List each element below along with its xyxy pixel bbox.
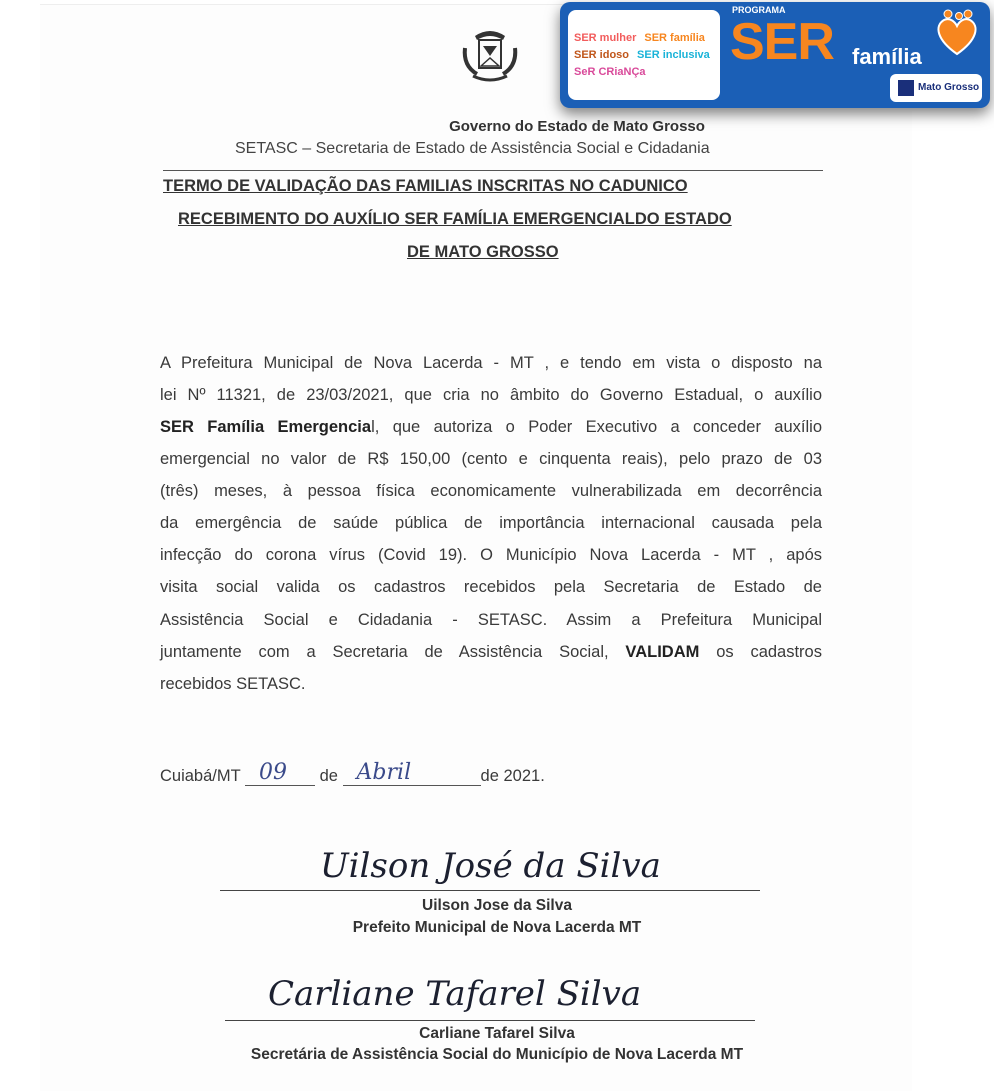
program-label: PROGRAMA	[732, 5, 786, 15]
body-line: da emergência de saúde pública de importância internacional causada pela	[160, 514, 822, 532]
program-logo-inclusiva: SER inclusiva	[637, 48, 710, 61]
ser-logo: SER	[730, 13, 834, 71]
program-name: SER Família Emergencia	[160, 418, 372, 436]
body-line: emergencial no valor de R$ 150,00 (cento e cinquenta reais), pelo prazo de 03	[160, 450, 822, 468]
signer-role: Secretária de Assistência Social do Município de Nova Lacerda MT	[250, 1046, 744, 1063]
document-title-line-2: RECEBIMENTO DO AUXÍLIO SER FAMÍLIA EMERGENCIALDO ESTADO	[178, 210, 732, 228]
program-logo-mulher: SER mulher	[574, 31, 637, 44]
date-line	[160, 760, 545, 786]
handwritten-day: 09	[259, 760, 287, 785]
date-place: Cuiabá/MT	[160, 767, 241, 785]
body-line: (três) meses, à pessoa física economicamente vulnerabilizada em decorrência	[160, 482, 822, 500]
document-title-line-3: DE MATO GROSSO	[407, 243, 559, 261]
program-logo-familia: SER família	[644, 31, 705, 44]
signer-role: Prefeito Municipal de Nova Lacerda MT	[352, 919, 642, 936]
signer-name: Carliane Tafarel Silva	[419, 1025, 575, 1042]
body-line	[160, 418, 822, 437]
body-text: os cadastros	[699, 643, 822, 661]
familia-logo: família	[852, 44, 922, 69]
ser-familia-card	[560, 2, 990, 108]
program-logo-crianca: SeR CRiaNÇa	[574, 65, 646, 78]
secretariat-heading: SETASC – Secretaria de Estado de Assistência Social e Cidadania	[235, 140, 710, 157]
handwritten-month: Abril	[356, 760, 412, 785]
family-heart-icon	[932, 8, 982, 58]
validam-text: VALIDAM	[625, 643, 700, 661]
body-line: lei Nº 11321, de 23/03/2021, que cria no âmbito do Governo Estadual, o auxílio	[160, 386, 822, 404]
document-title-line-1: TERMO DE VALIDAÇÃO DAS FAMILIAS INSCRITAS NO CADUNICO	[163, 177, 688, 195]
body-text: juntamente com a Secretaria de Assistência Social,	[160, 643, 626, 661]
body-line: visita social valida os cadastros recebidos pela Secretaria de Estado de	[160, 578, 822, 596]
mato-grosso-logo: Mato Grosso	[918, 82, 980, 93]
signature-line	[225, 1020, 755, 1021]
body-line: recebidos SETASC.	[160, 675, 306, 693]
body-line: infecção do corona vírus (Covid 19). O Município Nova Lacerda - MT , após	[160, 546, 822, 564]
signer-name: Uilson Jose da Silva	[422, 897, 572, 914]
state-crest-icon	[898, 80, 914, 96]
date-text: de	[319, 767, 338, 785]
signature-line	[220, 890, 760, 891]
coat-of-arms-icon	[455, 26, 525, 88]
government-heading: Governo do Estado de Mato Grosso	[449, 118, 705, 135]
body-line	[160, 643, 822, 662]
programs-strip	[568, 10, 720, 100]
day-field	[245, 760, 315, 786]
government-logo-panel	[890, 74, 982, 102]
signature-secretary: Carliane Tafarel Silva	[268, 974, 642, 1014]
month-field	[343, 760, 481, 786]
signature-mayor: Uilson José da Silva	[320, 846, 661, 886]
body-text: l, que autoriza o Poder Executivo a conceder auxílio	[371, 418, 822, 436]
body-line: A Prefeitura Municipal de Nova Lacerda - MT , e tendo em vista o disposto na	[160, 354, 822, 372]
program-logo-idoso: SER idoso	[574, 48, 630, 61]
date-year: de 2021.	[480, 767, 545, 785]
body-line: Assistência Social e Cidadania - SETASC. Assim a Prefeitura Municipal	[160, 611, 822, 629]
header-divider	[163, 170, 823, 171]
